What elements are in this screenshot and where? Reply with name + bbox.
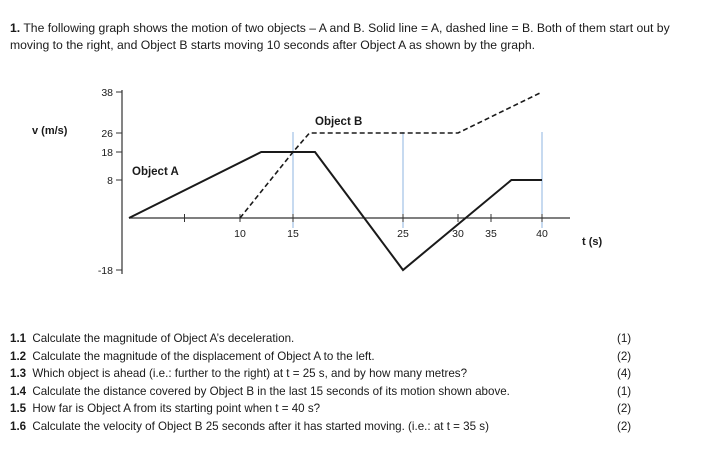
object-a-line bbox=[129, 152, 542, 270]
x-tick-label: 40 bbox=[536, 228, 548, 240]
question-item-marks: (2) bbox=[617, 349, 632, 363]
question-item-marks: (4) bbox=[617, 367, 632, 380]
y-tick-label: 26 bbox=[101, 128, 113, 140]
velocity-time-graph bbox=[0, 70, 713, 285]
question-item bbox=[10, 418, 650, 436]
y-tick-label: 8 bbox=[107, 175, 113, 187]
question-item-text: Calculate the distance covered by Object B in the last 15 seconds of its motion shown above. bbox=[32, 384, 510, 398]
y-tick-label: 38 bbox=[101, 87, 113, 99]
question-item bbox=[10, 383, 650, 401]
question-item bbox=[10, 330, 650, 348]
question-item-marks: (2) bbox=[617, 402, 632, 415]
question-item bbox=[10, 400, 650, 418]
question-item-number: 1.3 bbox=[10, 367, 27, 380]
reference-lines bbox=[293, 132, 542, 228]
question-list bbox=[10, 330, 650, 435]
x-axis-label: t (s) bbox=[582, 236, 603, 248]
x-tick-label: 35 bbox=[485, 228, 497, 240]
question-item-marks: (2) bbox=[617, 419, 632, 433]
question-intro bbox=[10, 20, 700, 54]
y-tick-label: -18 bbox=[97, 265, 113, 277]
question-item-number: 1.5 bbox=[10, 402, 27, 415]
question-item-text: How far is Object A from its starting point when t = 40 s? bbox=[32, 402, 321, 415]
question-number: 1. bbox=[10, 21, 21, 35]
question-item bbox=[10, 348, 650, 366]
object-a-label: Object A bbox=[132, 166, 179, 178]
question-item-text: Calculate the magnitude of Object A’s deceleration. bbox=[32, 332, 295, 345]
x-tick-label: 30 bbox=[452, 228, 464, 240]
question-item-text: Which object is ahead (i.e.: further to the right) at t = 25 s, and by how many metres? bbox=[32, 367, 468, 380]
question-item-marks: (1) bbox=[617, 384, 632, 398]
x-tick-label: 15 bbox=[287, 228, 299, 240]
x-tick-label: 10 bbox=[234, 228, 246, 240]
object-b-label: Object B bbox=[315, 116, 363, 128]
y-tick-label: 18 bbox=[101, 147, 113, 159]
x-tick-label: 25 bbox=[397, 228, 409, 240]
question-item-number: 1.2 bbox=[10, 349, 27, 363]
question-item-text: Calculate the magnitude of the displacement of Object A to the left. bbox=[32, 349, 375, 363]
question-text: The following graph shows the motion of two objects – A and B. Solid line = A, dashed line = B. Both of them start out by moving to the right, and Object B starts moving 10 seconds after Object A as shown by the graph. bbox=[10, 21, 670, 52]
question-item-text: Calculate the velocity of Object B 25 seconds after it has started moving. (i.e.: at t = 35 s) bbox=[32, 419, 489, 433]
question-item-number: 1.4 bbox=[10, 384, 27, 398]
question-item-number: 1.6 bbox=[10, 419, 27, 433]
question-item-marks: (1) bbox=[617, 332, 632, 345]
question-item-number: 1.1 bbox=[10, 332, 27, 345]
y-axis-label: v (m/s) bbox=[32, 125, 68, 137]
object-b-line bbox=[240, 92, 542, 218]
question-item bbox=[10, 365, 650, 383]
